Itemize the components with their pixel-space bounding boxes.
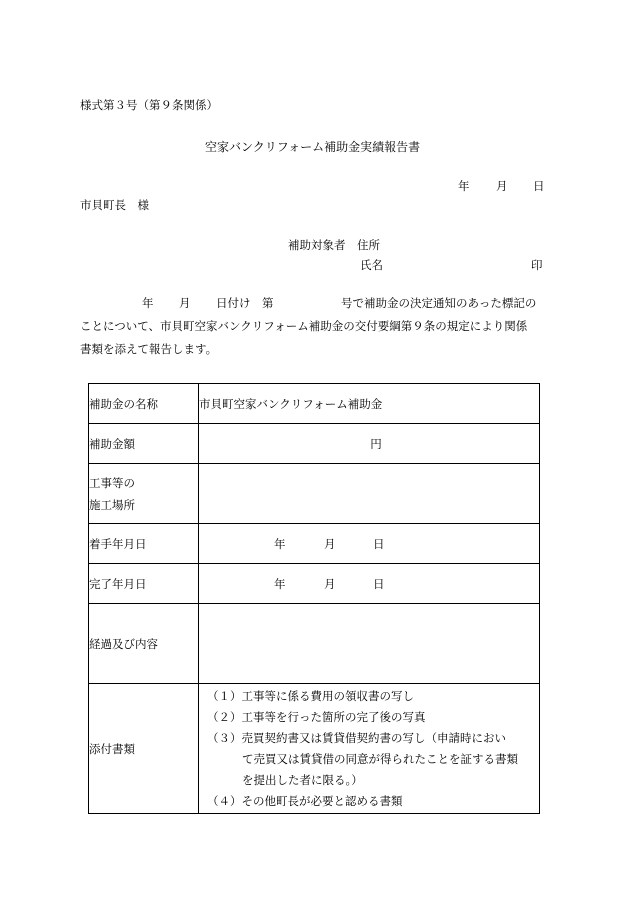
start-date-year: 年 bbox=[274, 536, 286, 551]
table-row bbox=[89, 684, 540, 814]
body-line-2: ことについて、市貝町空家バンクリフォーム補助金の交付要綱第９条の規定により関係 bbox=[80, 319, 528, 333]
table-row bbox=[89, 564, 540, 604]
report-table bbox=[88, 383, 540, 814]
addressee: 市貝町長 様 bbox=[80, 198, 149, 212]
decision-date-month: 月 bbox=[179, 296, 191, 310]
subsidy-amount-cell bbox=[199, 424, 540, 464]
subsidy-name-value: 市貝町空家バンクリフォーム補助金 bbox=[199, 384, 540, 424]
table-row bbox=[89, 384, 540, 424]
completion-date-year: 年 bbox=[274, 576, 286, 591]
subsidy-name-label: 補助金の名称 bbox=[89, 384, 199, 424]
start-date-month: 月 bbox=[324, 536, 336, 551]
completion-date-label: 完了年月日 bbox=[89, 564, 199, 604]
attachment-item-continuation: を提出した者に限る。） bbox=[242, 772, 363, 787]
construction-site-label-line2: 施工場所 bbox=[89, 497, 135, 512]
start-date-label: 着手年月日 bbox=[89, 524, 199, 564]
progress-label: 経過及び内容 bbox=[89, 604, 199, 684]
construction-site-label-line1: 工事等の bbox=[89, 475, 135, 490]
table-row bbox=[89, 424, 540, 464]
attachment-item: （１）工事等に係る費用の領収書の写し bbox=[207, 688, 414, 703]
table-row bbox=[89, 464, 540, 524]
applicant-address-label: 補助対象者 住所 bbox=[288, 238, 380, 252]
seal-mark: 印 bbox=[531, 258, 543, 272]
decision-number-text: 号で補助金の決定通知のあった標記の bbox=[341, 296, 537, 310]
attachment-item-text: （３）売買契約書又は賃貸借契約書の写し（申請時におい bbox=[207, 730, 506, 745]
attachments-cell bbox=[199, 684, 540, 814]
start-date-value bbox=[199, 524, 540, 564]
table-row bbox=[89, 524, 540, 564]
document-title: 空家バンクリフォーム補助金実績報告書 bbox=[205, 140, 421, 154]
attachment-item bbox=[203, 728, 539, 791]
construction-site-value bbox=[199, 464, 540, 524]
attachment-item: （４）その他町長が必要と認める書類 bbox=[207, 793, 403, 808]
decision-date-day: 日付け 第 bbox=[216, 296, 274, 310]
body-line-3: 書類を添えて報告します。 bbox=[80, 342, 218, 356]
completion-date-value bbox=[199, 564, 540, 604]
report-date-month: 月 bbox=[496, 179, 508, 193]
report-date-year: 年 bbox=[458, 179, 470, 193]
table-row bbox=[89, 604, 540, 684]
start-date-day: 日 bbox=[373, 536, 385, 551]
attachments-label: 添付書類 bbox=[89, 684, 199, 814]
construction-site-label bbox=[89, 464, 199, 524]
decision-date-year: 年 bbox=[142, 296, 154, 310]
applicant-name-label: 氏名 bbox=[360, 258, 383, 272]
amount-unit: 円 bbox=[370, 436, 382, 451]
form-number: 様式第３号（第９条関係） bbox=[80, 98, 218, 112]
completion-date-month: 月 bbox=[324, 576, 336, 591]
report-date-day: 日 bbox=[533, 179, 545, 193]
progress-value bbox=[199, 604, 540, 684]
attachments-list bbox=[203, 686, 539, 812]
attachment-item-continuation: て売買又は賃貸借の同意が得られたことを証する書類 bbox=[242, 751, 518, 766]
subsidy-amount-label: 補助金額 bbox=[89, 424, 199, 464]
attachment-item: （２）工事等を行った箇所の完了後の写真 bbox=[207, 709, 426, 724]
completion-date-day: 日 bbox=[373, 576, 385, 591]
